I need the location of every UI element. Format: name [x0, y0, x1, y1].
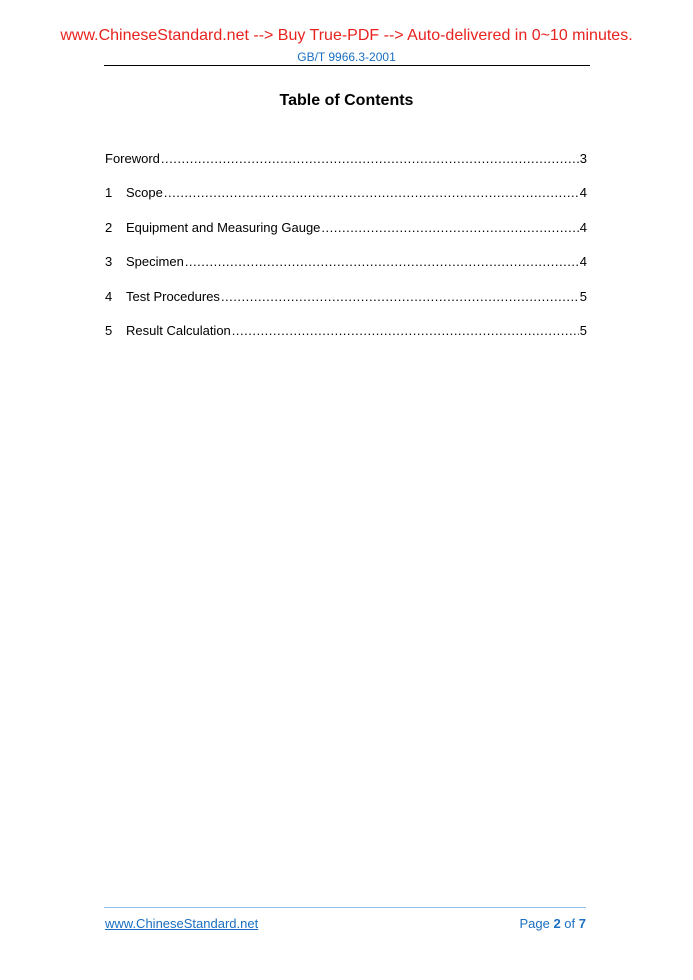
toc-entry-title: Scope [126, 185, 163, 201]
toc-entry-number: 1 [105, 185, 113, 201]
toc-entry-page: 3 [579, 151, 587, 166]
page-of-label: of [564, 916, 576, 931]
toc-entry-page: 5 [579, 288, 587, 304]
footer-website-link[interactable]: www.ChineseStandard.net [105, 916, 259, 931]
toc-entry-title: Specimen [126, 254, 184, 270]
toc-entry-scope[interactable] [105, 185, 587, 219]
toc-entry-page: 5 [579, 322, 587, 338]
footer-divider [104, 907, 586, 908]
toc-entry-number: 5 [105, 322, 113, 338]
total-pages-number: 7 [578, 916, 586, 931]
toc-entry-test-procedures[interactable] [105, 289, 587, 323]
toc-entry-page: 4 [579, 185, 587, 201]
top-banner-link[interactable]: www.ChineseStandard.net --> Buy True-PDF --> Auto-delivered in 0~10 minutes. [60, 27, 633, 44]
toc-dot-leader [185, 254, 579, 270]
toc-title: Table of Contents [279, 92, 414, 109]
toc-entry-number: 4 [105, 288, 113, 304]
toc-entry-page: 4 [579, 219, 587, 235]
toc-entry-foreword[interactable] [105, 151, 587, 185]
toc-dot-leader [164, 185, 579, 201]
standard-code: GB/T 9966.3-2001 [297, 50, 396, 64]
toc-entry-equipment[interactable] [105, 220, 587, 254]
page-indicator [519, 916, 586, 931]
toc-entry-result-calculation[interactable] [105, 323, 587, 357]
toc-entry-specimen[interactable] [105, 254, 587, 288]
toc-entry-title: Test Procedures [126, 288, 220, 304]
toc-dot-leader [161, 151, 579, 167]
toc-entry-number: 3 [105, 254, 113, 270]
toc-entry-title: Result Calculation [126, 322, 231, 338]
current-page-number: 2 [553, 916, 561, 931]
toc-list [105, 151, 587, 357]
toc-entry-title: Equipment and Measuring Gauge [126, 219, 321, 235]
toc-dot-leader [321, 220, 578, 236]
toc-entry-number: 2 [105, 219, 113, 235]
toc-entry-page: 4 [579, 254, 587, 270]
toc-dot-leader [221, 289, 579, 305]
header-divider [104, 65, 590, 66]
toc-entry-title: Foreword [105, 151, 160, 166]
toc-dot-leader [232, 323, 579, 339]
page-label: Page [519, 916, 550, 931]
